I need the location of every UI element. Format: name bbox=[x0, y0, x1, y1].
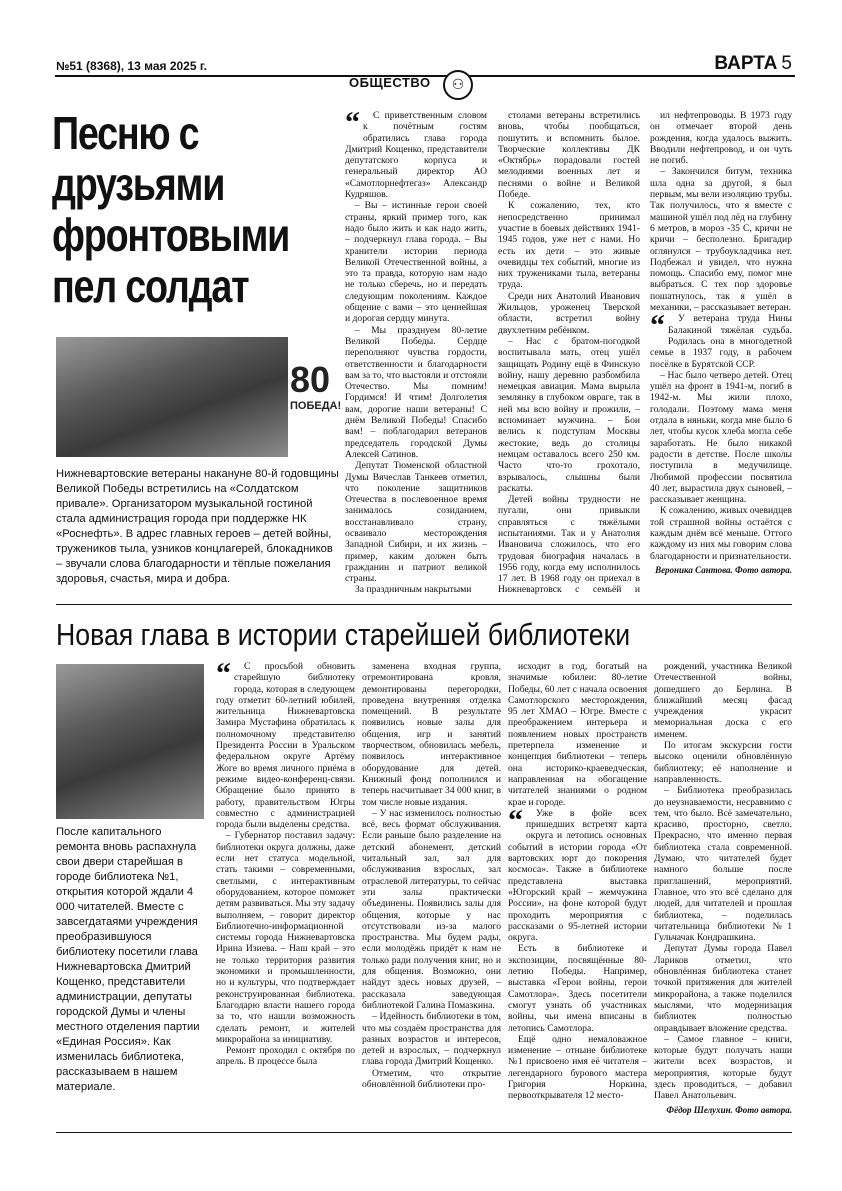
paragraph: По итогам экскурсии гости высоко оценили обновлённую библиотеку; её наполнение и направленность. bbox=[654, 740, 792, 785]
article2-column-4 bbox=[654, 661, 792, 1131]
quote-mark-icon: “ bbox=[508, 803, 523, 837]
masthead bbox=[714, 53, 792, 75]
paragraph: – Нас было четверо детей. Отец ушёл на фронт в 1941-м, погиб в 1942-м. Мы жили плохо, голодали. Поэтому мама меня отдала в няньки, когда мне было 6 лет, чтобы кусок хлеба могла себе заработать. Не было никакой радости в детстве. После школы поступила в медучилище. Любимой профессии посвятила 40 лет, вырастила двух сыновей, – рассказывает женщина. bbox=[650, 369, 792, 506]
page-number: 5 bbox=[781, 53, 792, 74]
footer-rule bbox=[56, 1132, 792, 1133]
article1-column-3 bbox=[650, 110, 792, 595]
article2-signature: Фёдор Шелухин. Фото автора. bbox=[666, 1104, 792, 1115]
article1-column-1 bbox=[345, 110, 487, 595]
masthead-title: ВАРТА bbox=[714, 53, 778, 74]
article1-headline: Песню с друзьями фронтовыми пел солдат bbox=[52, 107, 290, 312]
paragraph: – Вы – истинные герои своей страны, яркий пример того, как надо было жить и как надо жить, – подчеркнул глава города. – Вы хранители истории периода Великой Отечественной войны, а это та правда, которую нам надо не только сберечь, но и передать следующим поколениям. Каждое общение с вами – это ценнейшая и дорогая сердцу минута. bbox=[345, 200, 487, 325]
veterans-photo bbox=[56, 337, 288, 457]
library-opening-photo bbox=[56, 664, 204, 819]
paragraph: – Закончился битум, техника шла одна за другой, я был первым, мы вели изоляцию трубы. Так получилось, что я вместе с машиной ушёл под лёд на глубину 6 метров, в мороз -35 С, кричи не кричи – бесполезно. Бригадир оглянулся – трубоукладчика нет. Подбежал и увидел, что нужна помощь. Спасибо ему, помог мне выбраться. С тех пор здоровье пошатнулось, так я ушёл в механики, – рассказывает ветеран. bbox=[650, 166, 792, 314]
paragraph: – Губернатор поставил задачу: библиотеки округа должны, даже если нет статуса модельной, стать такими – современными, светлыми, с интерактивным оборудованием, которое поможет детям развиваться. Мы эту задачу выполняем, – говорит директор Библиотечно-информационной системы города Нижневартовска Ирина Изиева. – Наш край – это не только территория развития экономики и промышленности, но и культуры, что подтверждает реконструированная библиотека. Благодарю власти нашего города за то, что нашли возможность сделать ремонт, и жителей микрорайона за инициативу. bbox=[216, 830, 355, 1045]
paragraph: исходит в год, богатый на значимые юбилеи: 80-летие Победы, 60 лет с начала освоения Самотлорского месторождения, 95 лет ХМАО – Югре. Вместе с преображением интерьера и появлением новых пространств претерпела изменение и концепция библиотеки – теперь она историко-краеведческая, направленная на обогащение читателей знаниями о родном крае и городе. bbox=[508, 661, 647, 808]
article2-caption: После капитального ремонта вновь распахнула свои двери старейшая в городе библиотека №1, открытия которой ждали 4 000 читателей. Вместе с завсегдатаями учреждения преобразившуюся библиотеку посетили глава Нижневартовска Дмитрий Кощенко, представители администрации, депутаты городской Думы и члены местного отделения партии «Единая Россия». Как изменилась библиотека, рассказываем в нашем материале. bbox=[56, 826, 200, 1093]
paragraph: Депутат Тюменской областной Думы Вячеслав Танкеев отметил, что поколение защитников Отечества в послевоенное время занималось созиданием, восстанавливало страну, осваивало месторождения Западной Сибири, и их жизнь – пример, каким должен быть гражданин и патриот великой страны. bbox=[345, 460, 487, 585]
paragraph: К сожалению, тех, кто непосредственно принимал участие в боевых действиях 1941-1945 годов, уже нет с нами. Но есть их дети – это живые очевидцы тех событий, многие из них тружениками тыла, ветераны труда. bbox=[498, 200, 640, 291]
paragraph: – Нас с братом-погодкой воспитывала мать, отец ушёл защищать Родину ещё в Финскую войну, нашу деревню разбомбила немецкая авиация. Мама вырыла землянку в глубоком овраге, так в ней мы всю войну и прожили, – вспоминает мужчина. – Бои велись к подступам Москвы жестокие, ведь до столицы немцам оставалось всего 250 км. Часто что-то грохотало, взрывалось, слышны были раскаты. bbox=[498, 335, 640, 494]
paragraph: Ещё одно немаловажное изменение – отныне библиотеке №1 присвоено имя её читателя – легендарного бурового мастера Григория Норкина, первооткрывателя 12 место- bbox=[508, 1033, 647, 1102]
article2-column-1 bbox=[216, 661, 355, 1131]
paragraph: ил нефтепроводы. В 1973 году он отмечает второй день рождения, когда удалось выжить. Вводили нефтепровод, и он чуть не погиб. bbox=[650, 110, 792, 167]
emblem-word: ПОБЕДА! bbox=[290, 400, 342, 412]
paragraph: К сожалению, живых очевидцев той страшной войны остаётся с каждым днём всё меньше. Оттого каждому из них мы говорим слова благодарности и признательности. bbox=[650, 505, 792, 562]
paragraph: рождений, участника Великой Отечественной войны, дошедшего до Берлина. В ближайший месяц фасад учреждения украсит мемориальная доска с его именем. bbox=[654, 661, 792, 740]
paragraph: У ветерана труда Нины Балакиной тяжёлая судьба. Родилась она в многодетной семье в 1937 году, в рабочем посёлке в Бурятской ССР. bbox=[650, 313, 792, 370]
paragraph: Отметим, что открытие обновлённой библиотеки про- bbox=[362, 1067, 501, 1090]
paragraph: Ремонт проходил с октября по апрель. В процессе была bbox=[216, 1045, 355, 1068]
paragraph: Есть в библиотеке и экспозиции, посвящённые 80-летию Победы. Например, выставка «Герои войны, герои Самотлора». Здесь посетители смогут узнать об участниках войны, чьи имена вписаны в летопись Самотлора. bbox=[508, 943, 647, 1034]
paragraph: – Идейность библиотеки в том, что мы создаём пространства для разных возрастов и интересов, детей и взрослых, – подчеркнул глава города Дмитрий Кощенко. bbox=[362, 1011, 501, 1068]
people-icon: ⚇ bbox=[443, 70, 473, 100]
paragraph: Среди них Анатолий Иванович Жильцов, уроженец Тверской области, встретил войну двухлетним ребёнком. bbox=[498, 290, 640, 336]
paragraph: За праздничным накрытыми bbox=[355, 584, 472, 595]
paragraph: – Библиотека преобразилась до неузнаваемости, несравнимо с тем, что было. Всё замечательно, красиво, просторно, светло. Прекрасно, что именно первая библиотека стала современной. Думаю, что читателей будет намного больше после приглашений, мероприятий. Главное, что это всё сделано для людей, для читателей и прошлая библиотека, – поделилась читательница библиотеки №1 Гульчачак Кондрашкина. bbox=[654, 785, 792, 944]
quote-mark-icon: “ bbox=[650, 309, 665, 343]
paragraph: С просьбой обновить старейшую библиотеку города, которая в следующем году отметит 60-летний юбилей, жительница Нижневартовска Замира Мустафина обратилась к полномочному представителю Президента России в Уральском федеральном округе Артёму Жоге во время личного приёма в режиме видео-конференц-связи. Обращение было принято в работу, правительством Югры совместно с администрацией города были выделены средства. bbox=[216, 661, 355, 831]
victory-80-emblem bbox=[290, 360, 340, 445]
article2-column-2 bbox=[362, 661, 501, 1131]
paragraph: – У нас изменилось полностью всё, весь формат обслуживания. Если раньше было разделение на детский абонемент, детский читальный зал, зал для обслуживания взрослых, зал отраслевой литературы, то сейчас эти залы практически объединены. Появились залы для общения, которые у нас отсутствовали из-за малого пространства. Мы будем рады, если молодёжь придёт к нам не только ради получения книг, но и для общения. Возможно, они найдут здесь новых друзей, – рассказала заведующая библиотекой Галина Помазкина. bbox=[362, 807, 501, 1011]
paragraph: Детей войны трудности не пугали, они привыкли справляться с тяжёлыми испытаниями. Так и у Анатолия Ивановича сложилось, что его трудовая биография началась в 1956 году, когда ему исполнилось 17 лет. В 1968 году он приехал в Нижневартовск с семьёй и bbox=[498, 494, 640, 595]
paragraph: Депутат Думы города Павел Лариков отметил, что обновлённая библиотека станет точкой притяжения для жителей микрорайона, а также поделился мыслями, что модернизация библиотек полностью оправдывает вложение средства. bbox=[654, 943, 792, 1034]
quote-mark-icon: “ bbox=[216, 661, 231, 690]
paragraph: – Мы празднуем 80-летие Великой Победы. Сердце переполняют чувства гордости, ответственности и благодарности вам за то, что выстояли и отстояли Отечество. Мы помним! Гордимся! И чтим! Долголетия вам, дорогие наши ветераны! С днём Великой Победы! Спасибо вам! – поблагодарил ветеранов председатель городской Думы Алексей Сатинов. bbox=[345, 324, 487, 460]
paragraph: Уже в фойе всех пришедших встретят карта округа и летопись основных событий в истории города «От вартовских юрт до покорения космоса». Также в библиотеке представлена выставка «Югорский край – жемчужина России», на фоне которой будут проходить мероприятия с рассказами о 95-летней истории округа. bbox=[508, 807, 647, 944]
article2-column-3 bbox=[508, 661, 647, 1131]
quote-mark-icon: “ bbox=[345, 110, 360, 139]
article1-column-2 bbox=[498, 110, 640, 595]
paragraph: – Самое главное – книги, которые будут получать наши жители всех возрастов, и мероприятия, которые будут здесь проводиться, – добавил Павел Анатольевич. bbox=[654, 1033, 792, 1102]
paragraph: столами ветераны встретились вновь, чтобы пообщаться, пошутить и вспомнить былое. Творческие коллективы ДК «Октябрь» порадовали гостей мелодиями военных лет и песнями о войне и Великой Победе. bbox=[498, 110, 640, 201]
article-divider bbox=[56, 604, 792, 605]
section-label: ОБЩЕСТВО bbox=[349, 75, 431, 90]
paragraph: заменена входная группа, отремонтирована кровля, демонтированы перегородки, проведена внутренняя отделка помещений. В результате появились новые залы для общения, игр и занятий творчеством, обновилась мебель, появилось интерактивное оборудование для детей. Книжный фонд пополнился и теперь насчитывает 34 000 книг, в том числе новые издания. bbox=[362, 661, 501, 808]
paragraph: С приветственным словом к почётным гостям обратились глава города Дмитрий Кощенко, представители депутатского корпуса и генеральный директор АО «Самотлорнефтегаз» Александр Кудряшов. bbox=[345, 110, 487, 201]
issue-info: №51 (8368), 13 мая 2025 г. bbox=[56, 59, 207, 73]
article2-headline: Новая глава в истории старейшей библиотеки bbox=[56, 617, 631, 652]
emblem-number: 80 bbox=[290, 359, 331, 400]
article1-caption: Нижневартовские ветераны накануне 80-й годовщины Великой Победы встретились на «Солдатском привале». Организатором музыкальной гостиной стала администрация города при поддержке НК «Роснефть». В адрес главных героев – детей войны, тружеников тыла, узников концлагерей, блокадников – звучали слова благодарности и тёплые пожелания здоровья, счастья, мира и добра. bbox=[56, 468, 339, 585]
article1-signature: Вероника Сантова. Фото автора. bbox=[655, 564, 792, 575]
